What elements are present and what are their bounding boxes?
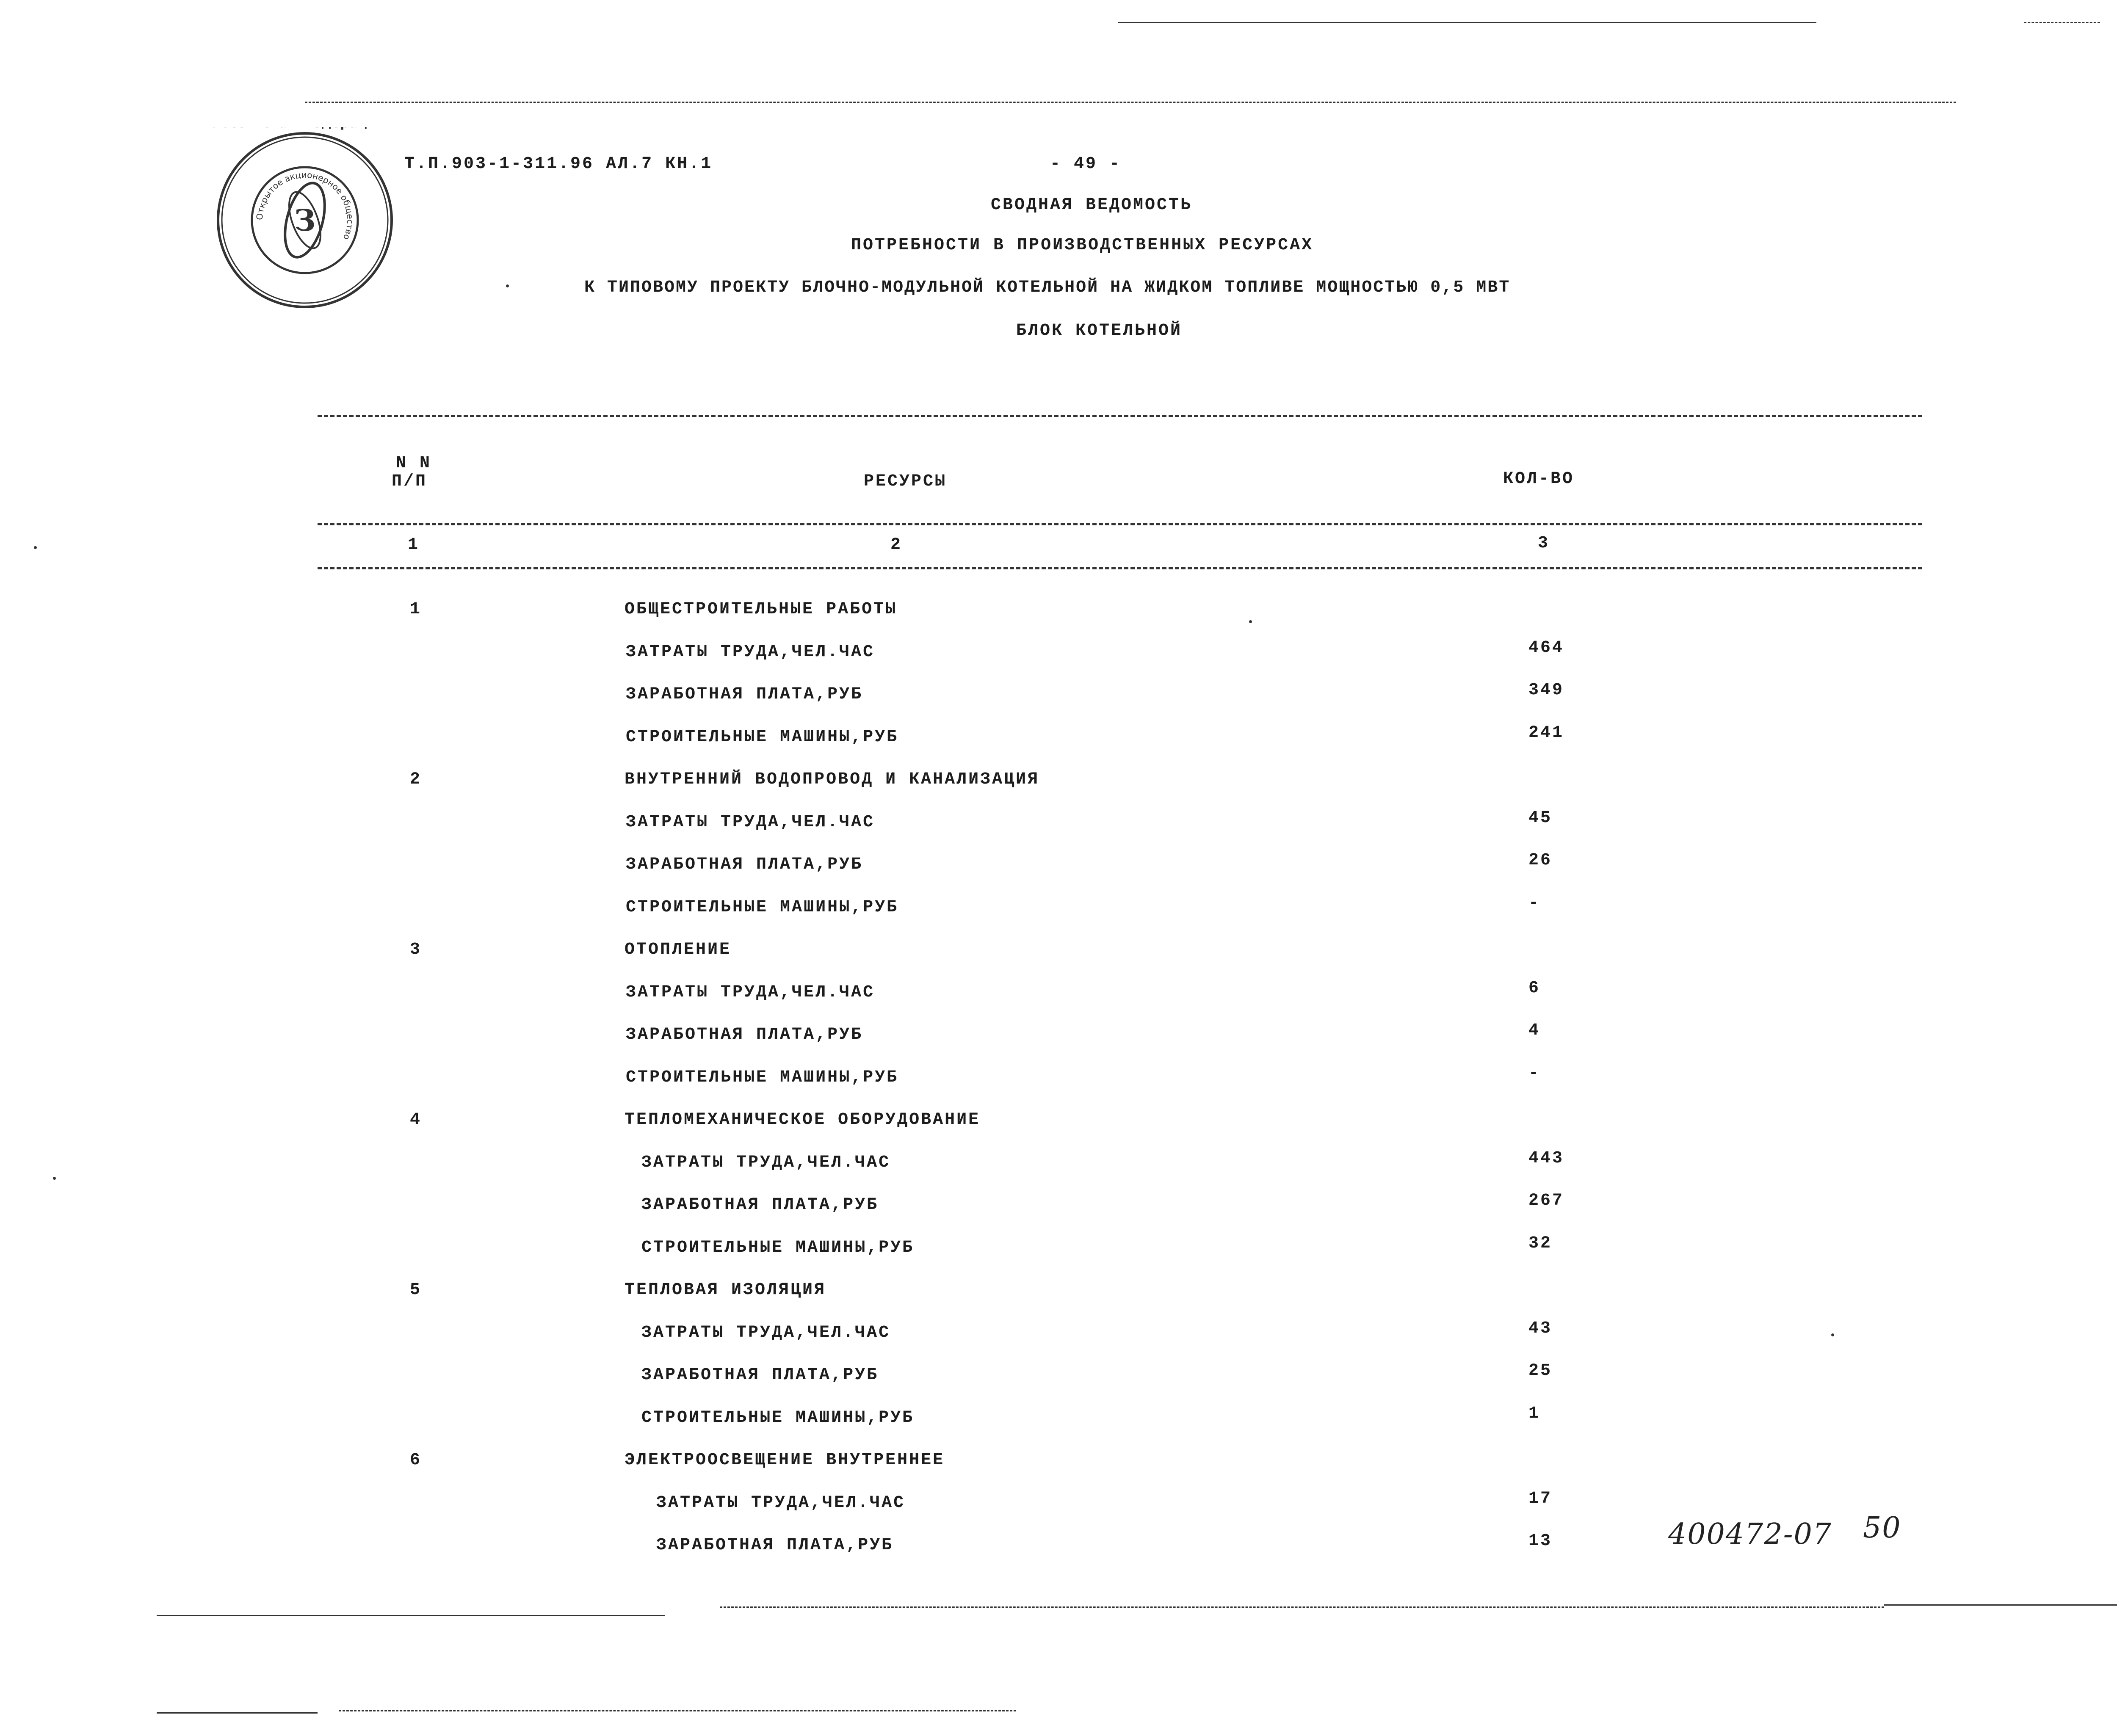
resource-name: СТРОИТЕЛЬНЫЕ МАШИНЫ,РУБ [626, 1068, 899, 1087]
resource-qty: 6 [1528, 979, 1541, 998]
seal-outer-text [212, 127, 398, 130]
row-number: 4 [410, 1110, 422, 1129]
resource-name: ЗАРАБОТНАЯ ПЛАТА,РУБ [626, 1025, 863, 1044]
resource-qty: 17 [1528, 1489, 1553, 1508]
resource-qty: 26 [1528, 851, 1553, 870]
resource-qty: 241 [1528, 723, 1564, 742]
seal-stamp [212, 127, 398, 313]
col-number-1: 1 [408, 535, 420, 555]
table-rule-header-bottom [318, 523, 1922, 525]
resource-name: ЗАТРАТЫ ТРУДА,ЧЕЛ.ЧАС [626, 643, 875, 662]
top-rule-1 [1118, 22, 1816, 23]
table-rule-colnum-bottom [318, 567, 1922, 569]
row-number: 1 [410, 600, 422, 619]
col-number-3: 3 [1538, 534, 1550, 553]
resource-name: ЗАТРАТЫ ТРУДА,ЧЕЛ.ЧАС [656, 1493, 906, 1512]
bottom-rule-3 [339, 1710, 1016, 1711]
doc-code: Т.П.903-1-311.96 АЛ.7 КН.1 [404, 155, 713, 174]
header-num-line1: N N [396, 454, 432, 473]
seal-center-mark: З [294, 203, 316, 238]
row-number: 3 [410, 940, 422, 959]
resource-qty: 443 [1528, 1149, 1564, 1168]
resource-name: СТРОИТЕЛЬНЫЕ МАШИНЫ,РУБ [641, 1408, 915, 1427]
handwritten-sheet-number: 50 [1863, 1511, 1901, 1545]
resource-name: ЗАРАБОТНАЯ ПЛАТА,РУБ [641, 1195, 879, 1214]
resource-qty: 13 [1528, 1532, 1553, 1551]
top-rule-2 [2024, 22, 2100, 23]
title-line-3: К ТИПОВОМУ ПРОЕКТУ БЛОЧНО-МОДУЛЬНОЙ КОТЕЛЬНОЙ НА ЖИДКОМ ТОПЛИВЕ МОЩНОСТЬЮ 0,5 МВТ [584, 278, 1511, 297]
title-line-4: БЛОК КОТЕЛЬНОЙ [1016, 321, 1183, 340]
row-number: 2 [410, 770, 422, 789]
header-num: П/П [392, 472, 428, 491]
page-number: - 49 - [1050, 155, 1122, 174]
resource-name: ЗАТРАТЫ ТРУДА,ЧЕЛ.ЧАС [626, 983, 875, 1002]
bottom-rule-mid [720, 1606, 1884, 1608]
resource-qty: 1 [1528, 1404, 1541, 1423]
resource-qty: 43 [1528, 1319, 1553, 1338]
bottom-rule-right [1884, 1604, 2117, 1606]
section-title: ОБЩЕСТРОИТЕЛЬНЫЕ РАБОТЫ [625, 600, 898, 619]
section-title: ВНУТРЕННИЙ ВОДОПРОВОД И КАНАЛИЗАЦИЯ [625, 770, 1040, 789]
section-title: ТЕПЛОМЕХАНИЧЕСКОЕ ОБОРУДОВАНИЕ [625, 1110, 981, 1129]
resource-qty: 25 [1528, 1361, 1553, 1380]
handwritten-inventory-number: 400472-07 [1668, 1518, 1832, 1551]
resource-name: ЗАРАБОТНАЯ ПЛАТА,РУБ [641, 1366, 879, 1385]
section-title: ОТОПЛЕНИЕ [625, 940, 732, 959]
title-line-1: СВОДНАЯ ВЕДОМОСТЬ [991, 196, 1193, 215]
resource-qty: 4 [1528, 1021, 1541, 1040]
speck [34, 546, 37, 549]
resource-name: ЗАРАБОТНАЯ ПЛАТА,РУБ [626, 685, 863, 704]
speck [1249, 620, 1252, 623]
speck [506, 284, 509, 287]
resource-name: ЗАРАБОТНАЯ ПЛАТА,РУБ [626, 855, 863, 874]
speck [53, 1177, 56, 1180]
resource-name: ЗАРАБОТНАЯ ПЛАТА,РУБ [656, 1536, 894, 1555]
resource-name: ЗАТРАТЫ ТРУДА,ЧЕЛ.ЧАС [641, 1323, 891, 1342]
section-title: ЭЛЕКТРООСВЕЩЕНИЕ ВНУТРЕННЕЕ [625, 1451, 945, 1470]
resource-name: ЗАТРАТЫ ТРУДА,ЧЕЛ.ЧАС [641, 1153, 891, 1172]
resource-name: СТРОИТЕЛЬНЫЕ МАШИНЫ,РУБ [626, 728, 899, 747]
resource-qty: 45 [1528, 809, 1553, 828]
resource-qty: - [1528, 1064, 1541, 1083]
seal-stamp-graphic [212, 127, 398, 313]
resource-qty: 267 [1528, 1191, 1564, 1210]
header-qty: КОЛ-ВО [1503, 469, 1575, 489]
resource-name: СТРОИТЕЛЬНЫЕ МАШИНЫ,РУБ [626, 898, 899, 917]
seal-inner-textpath: Открытое акционерное общество [254, 169, 356, 242]
row-number: 5 [410, 1281, 422, 1300]
col-number-2: 2 [890, 535, 903, 555]
section-title: ТЕПЛОВАЯ ИЗОЛЯЦИЯ [625, 1281, 826, 1300]
top-rule-3 [305, 102, 1956, 103]
resource-name: ЗАТРАТЫ ТРУДА,ЧЕЛ.ЧАС [626, 813, 875, 832]
resource-qty: 32 [1528, 1234, 1553, 1253]
title-line-2: ПОТРЕБНОСТИ В ПРОИЗВОДСТВЕННЫХ РЕСУРСАХ [851, 236, 1314, 255]
speck [1831, 1333, 1834, 1336]
resource-name: СТРОИТЕЛЬНЫЕ МАШИНЫ,РУБ [641, 1238, 915, 1257]
resource-qty: 349 [1528, 681, 1564, 700]
header-resource: РЕСУРСЫ [864, 472, 947, 491]
resource-qty: 464 [1528, 638, 1564, 657]
resource-qty: - [1528, 894, 1541, 913]
bottom-rule-2 [157, 1712, 318, 1714]
table-rule-top [318, 415, 1922, 417]
row-number: 6 [410, 1451, 422, 1470]
bottom-rule-left [157, 1615, 665, 1616]
